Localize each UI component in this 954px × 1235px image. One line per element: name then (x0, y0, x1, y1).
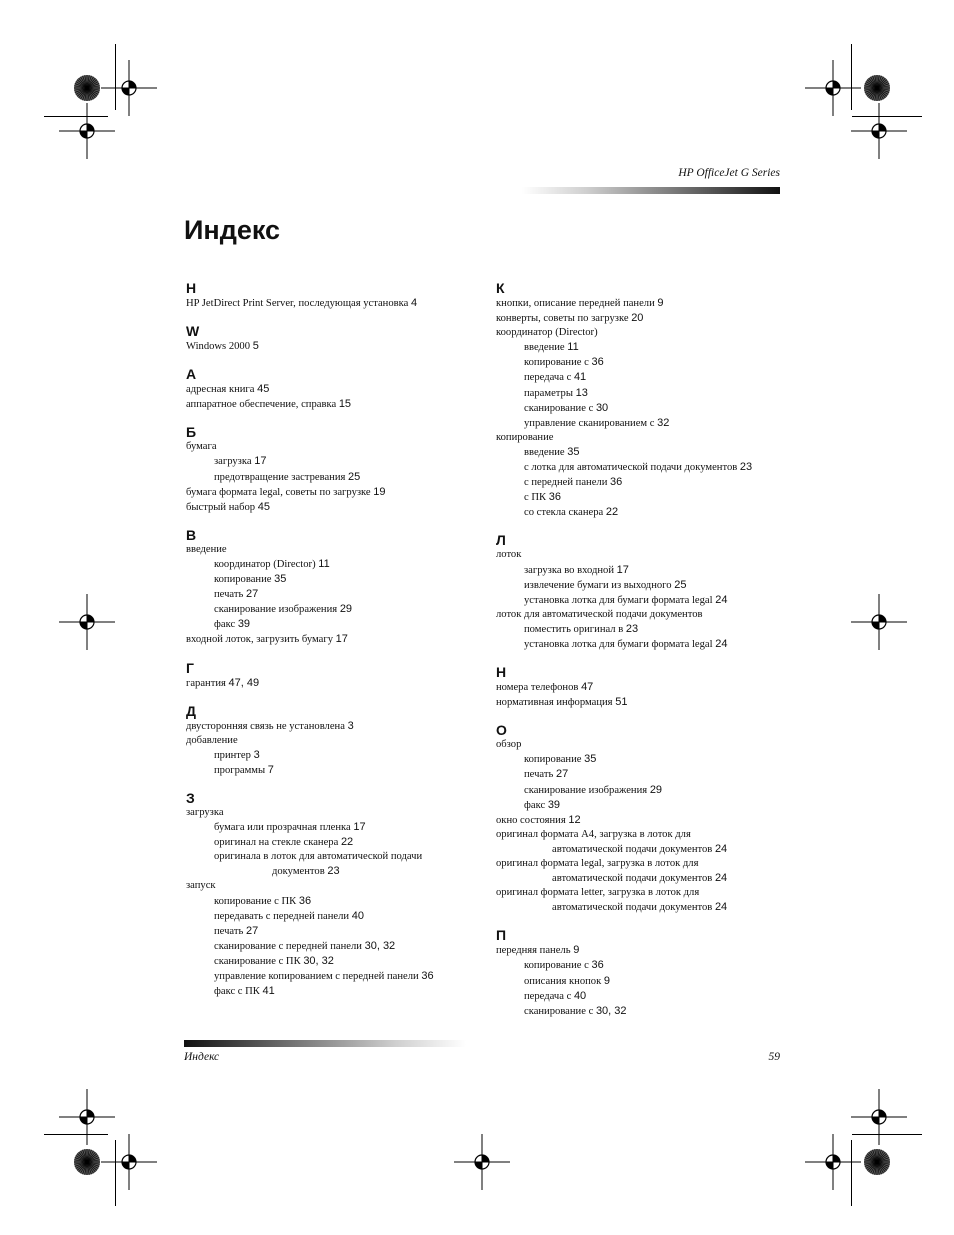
index-entry-page: 45 (257, 383, 270, 396)
index-letter-heading: H (186, 280, 197, 296)
index-entry-term: аппаратное обеспечение, справка (186, 399, 337, 411)
index-entry (186, 954, 486, 969)
index-entry-term: бумага формата legal, советы по загрузке (186, 486, 371, 498)
crop-mark-line (115, 44, 116, 110)
registration-crosshair-icon (59, 103, 115, 159)
index-entry-term: введение (186, 543, 227, 555)
index-section (186, 366, 486, 412)
index-letter-heading: Н (496, 664, 507, 681)
index-section (496, 664, 796, 710)
index-entry (496, 813, 796, 828)
index-entry-term: копирование (496, 431, 554, 443)
index-entry-term: печать (214, 589, 244, 601)
index-section (496, 722, 796, 915)
index-entry-term: с ПК (524, 492, 547, 504)
index-entry-page: 35 (584, 753, 597, 766)
index-entry-term: двусторонняя связь не установлена (186, 720, 345, 732)
index-entry-page: 41 (573, 371, 587, 384)
index-entry (496, 475, 796, 490)
index-letter-heading: О (496, 722, 507, 739)
index-entry-page: 23 (625, 622, 639, 635)
index-column-right (496, 280, 796, 1019)
index-entry (496, 563, 796, 578)
index-entry-term: установка лотка для бумаги формата legal (524, 594, 713, 606)
index-entry (186, 587, 486, 602)
index-entry-page: 9 (603, 974, 611, 987)
page-title: Индекс (184, 215, 281, 245)
index-entry-term: координатор (Director) (496, 327, 598, 339)
index-entry (186, 806, 486, 820)
index-entry (186, 485, 486, 500)
index-entry (186, 397, 486, 412)
index-entry (186, 454, 486, 469)
crop-mark-line (115, 1140, 116, 1206)
registration-starburst-icon (73, 74, 101, 102)
index-entry-term: копирование с (524, 357, 589, 369)
index-entry-page: 24 (715, 637, 728, 650)
index-entry (186, 296, 486, 311)
index-entry-term: документов (272, 866, 325, 878)
index-section (186, 660, 486, 691)
registration-crosshair-icon (851, 1089, 907, 1145)
index-entry-page: 35 (567, 445, 580, 458)
index-entry-page: 11 (318, 557, 330, 570)
index-section (186, 323, 486, 354)
index-entry (496, 767, 796, 782)
index-entry-term: описания кнопок (524, 975, 602, 987)
index-entry-term: окно состояния (496, 814, 566, 826)
index-entry-term: конверты, советы по загрузке (496, 313, 629, 325)
index-entry-term: обзор (496, 739, 522, 751)
index-entry (496, 752, 796, 767)
index-entry (496, 1004, 796, 1019)
index-entry-page: 40 (351, 909, 364, 922)
index-entry-page: 24 (714, 901, 728, 914)
index-entry (496, 900, 796, 915)
index-entry-term: координатор (Director) (214, 558, 316, 570)
index-entry (496, 370, 796, 385)
index-entry (186, 676, 486, 691)
index-entry-page: 20 (631, 312, 644, 325)
index-section (186, 527, 486, 648)
index-entry-term: автоматической подачи документов (552, 843, 713, 855)
index-entry (496, 460, 796, 475)
index-entry-term: извлечение бумаги из выходного (524, 579, 672, 591)
index-column-left (186, 280, 486, 999)
index-entry-term: факс (214, 619, 236, 631)
registration-starburst-icon (863, 1148, 891, 1176)
index-entry-term: сканирование с (524, 402, 594, 414)
index-entry (496, 593, 796, 608)
index-entry (186, 835, 486, 850)
index-entry-term: сканирование изображения (524, 784, 648, 796)
index-entry-term: автоматической подачи документов (552, 873, 713, 885)
index-entry-term: установка лотка для бумаги формата legal (524, 638, 713, 650)
index-entry-term: с передней панели (524, 477, 608, 489)
index-entry-term: оригинал формата А4, загрузка в лоток для (496, 828, 691, 840)
index-entry (186, 617, 486, 632)
index-entry-term: бумага (186, 441, 217, 453)
index-entry-page: 36 (610, 476, 623, 489)
index-entry (186, 820, 486, 835)
index-entry-term: факс с ПК (214, 986, 260, 998)
index-entry (186, 939, 486, 954)
index-section (496, 927, 796, 1018)
index-section (496, 532, 796, 652)
index-entry-term: параметры (524, 387, 573, 399)
index-entry (186, 879, 486, 893)
crop-mark-line (851, 1140, 852, 1206)
index-entry (496, 680, 796, 695)
index-section (186, 280, 486, 311)
index-letter-heading: Г (186, 659, 194, 676)
index-entry-term: с лотка для автоматической подачи документов (524, 462, 738, 474)
index-entry-page: 41 (262, 985, 275, 998)
index-entry-page: 30, 32 (364, 939, 396, 952)
index-entry-page: 36 (298, 894, 312, 907)
crop-mark-line (852, 116, 922, 117)
index-entry-page: 17 (335, 633, 348, 646)
index-entry-term: со стекла сканера (524, 507, 604, 519)
index-entry-term: предотвращение застревания (214, 471, 346, 483)
index-entry-page: 40 (573, 989, 587, 1002)
index-entry (186, 339, 486, 354)
index-entry-page: 25 (348, 470, 361, 483)
index-entry-term: лоток для автоматической подачи документов (496, 608, 703, 620)
index-entry-term: копирование (214, 574, 272, 586)
index-entry (186, 734, 486, 748)
index-entry-term: копирование с (524, 960, 589, 972)
index-letter-heading: W (186, 323, 200, 340)
registration-starburst-icon (73, 1148, 101, 1176)
index-entry-page: 27 (245, 924, 259, 937)
index-entry-term: оригинал формата letter, загрузка в лоток для (496, 887, 700, 899)
footer-rule (184, 1040, 466, 1047)
index-entry-page: 23 (739, 461, 753, 474)
index-entry (186, 500, 486, 515)
index-letter-heading: Л (496, 532, 506, 549)
index-entry (496, 416, 796, 431)
index-entry (186, 864, 486, 879)
index-entry-page: 22 (340, 836, 354, 849)
index-entry-page: 39 (237, 618, 251, 631)
index-entry-page: 30, 32 (595, 1004, 627, 1017)
index-entry (496, 637, 796, 652)
index-entry (186, 632, 486, 647)
index-entry-term: запуск (186, 880, 216, 892)
index-entry (186, 543, 486, 557)
index-entry-term: сканирование с (524, 1005, 594, 1017)
index-entry-term: передача с (524, 990, 572, 1002)
index-entry (496, 695, 796, 710)
index-section (186, 703, 486, 778)
footer-section: Индекс (184, 1051, 220, 1063)
index-entry (496, 505, 796, 520)
index-entry-page: 17 (353, 821, 366, 834)
index-entry (496, 989, 796, 1004)
index-entry-page: 7 (267, 763, 274, 776)
index-entry-term: адресная книга (186, 384, 255, 396)
index-entry (186, 909, 486, 924)
index-entry-term: загрузка во входной (524, 564, 614, 576)
index-entry-page: 13 (575, 386, 588, 399)
index-entry-page: 39 (547, 798, 561, 811)
index-entry (496, 386, 796, 401)
index-section (186, 790, 486, 999)
index-entry-page: 36 (591, 959, 604, 972)
index-entry-term: управление копированием с передней панели (214, 971, 419, 982)
index-entry-page: 23 (327, 865, 340, 878)
index-letter-heading: А (186, 366, 197, 383)
index-letter-heading: З (186, 789, 195, 806)
index-entry (496, 783, 796, 798)
index-entry (496, 622, 796, 637)
index-entry (496, 548, 796, 562)
index-entry-term: оригинала в лоток для автоматической подачи (214, 851, 423, 863)
index-entry-term: печать (524, 769, 554, 781)
index-entry-term: введение (524, 446, 565, 458)
index-section (186, 424, 486, 514)
index-entry-page: 3 (347, 719, 354, 732)
index-entry-page: 22 (605, 506, 619, 519)
index-entry-page: 4 (411, 297, 418, 309)
header-rule (522, 187, 780, 194)
index-entry-term: оригинал на стекле сканера (214, 837, 339, 849)
index-entry-term: оригинал формата legal, загрузка в лоток для (496, 858, 699, 869)
index-entry-term: копирование (524, 754, 582, 766)
index-entry-page: 5 (252, 340, 259, 353)
index-entry-page: 30, 32 (303, 954, 334, 967)
index-entry-page: 19 (373, 485, 386, 498)
index-entry-page: 24 (714, 842, 728, 855)
index-entry-term: копирование с ПК (214, 895, 297, 907)
crop-mark-line (852, 1134, 922, 1135)
index-entry (496, 340, 796, 355)
index-entry-term: введение (524, 342, 565, 354)
index-entry-page: 51 (615, 696, 628, 709)
index-entry-term: передавать с передней панели (214, 910, 350, 922)
index-entry-page: 36 (548, 491, 561, 504)
index-entry-term: гарантия (186, 677, 226, 689)
index-entry-term: загрузка (214, 456, 252, 468)
registration-crosshair-icon (851, 594, 907, 650)
index-entry (496, 490, 796, 505)
index-entry (186, 572, 486, 587)
registration-crosshair-icon (851, 103, 907, 159)
index-entry (496, 943, 796, 958)
index-entry-term: сканирование с ПК (214, 955, 301, 967)
index-entry (496, 857, 796, 871)
index-entry (186, 602, 486, 617)
index-entry-term: добавление (186, 734, 238, 746)
index-section (496, 280, 796, 520)
index-entry-page: 24 (714, 872, 728, 885)
index-entry-term: входной лоток, загрузить бумагу (186, 634, 334, 646)
index-entry-term: управление сканированием с (524, 417, 655, 429)
index-entry (496, 326, 796, 340)
index-entry-term: HP JetDirect Print Server, последующая установка (186, 298, 409, 309)
index-entry (186, 748, 486, 763)
index-entry-page: 3 (253, 748, 260, 761)
index-entry-term: сканирование с передней панели (214, 940, 362, 952)
index-entry-term: бумага или прозрачная пленка (214, 822, 351, 834)
index-letter-heading: Д (186, 702, 196, 719)
index-entry (496, 974, 796, 989)
index-entry (496, 431, 796, 445)
crop-mark-line (851, 44, 852, 110)
running-header: HP OfficeJet G Series (678, 167, 780, 179)
index-entry (186, 763, 486, 778)
index-entry (186, 557, 486, 572)
index-entry-page: 45 (257, 500, 270, 513)
index-entry-page: 24 (715, 593, 728, 606)
index-entry-term: программы (214, 764, 266, 776)
index-entry (496, 842, 796, 857)
index-entry (496, 958, 796, 973)
index-entry (186, 984, 486, 999)
index-entry (186, 894, 486, 909)
index-entry (496, 401, 796, 416)
index-entry-page: 17 (254, 455, 267, 468)
index-entry-page: 35 (274, 573, 287, 586)
index-entry-page: 29 (339, 603, 353, 616)
index-entry-page: 27 (245, 588, 259, 601)
index-entry-page: 17 (616, 563, 629, 576)
registration-crosshair-icon (454, 1134, 510, 1190)
index-entry (186, 850, 486, 864)
crop-mark-line (44, 1134, 108, 1135)
index-entry-term: Windows 2000 (186, 341, 251, 353)
index-entry (186, 969, 486, 984)
index-entry (496, 445, 796, 460)
index-entry-term: лоток (496, 549, 522, 561)
index-entry (186, 924, 486, 939)
index-entry-page: 25 (674, 578, 687, 591)
index-entry-term: кнопки, описание передней панели (496, 298, 655, 309)
index-entry-term: автоматической подачи документов (552, 902, 713, 914)
index-entry (496, 871, 796, 886)
index-entry (496, 296, 796, 311)
index-entry-term: поместить оригинал в (524, 623, 624, 635)
index-entry-term: нормативная информация (496, 697, 613, 709)
index-entry (496, 798, 796, 813)
index-entry-page: 36 (421, 970, 434, 982)
registration-starburst-icon (863, 74, 891, 102)
index-entry-page: 47 (581, 681, 594, 694)
index-entry (496, 738, 796, 752)
index-entry-page: 36 (591, 356, 604, 369)
index-letter-heading: Б (186, 424, 197, 441)
index-entry-page: 27 (555, 768, 569, 781)
index-entry-page: 47, 49 (228, 676, 260, 689)
page-number: 59 (768, 1051, 780, 1063)
index-entry-term: номера телефонов (496, 682, 579, 694)
index-entry (496, 578, 796, 593)
index-entry (496, 886, 796, 900)
index-entry (496, 355, 796, 370)
index-entry-term: передняя панель (496, 945, 571, 957)
index-entry (496, 608, 796, 622)
registration-crosshair-icon (59, 1089, 115, 1145)
index-letter-heading: К (496, 280, 505, 296)
index-entry-term: сканирование изображения (214, 604, 338, 616)
index-entry-term: передача с (524, 372, 572, 384)
index-entry (186, 382, 486, 397)
index-entry-page: 32 (657, 416, 670, 429)
index-entry (496, 311, 796, 326)
index-entry-page: 30 (595, 401, 609, 414)
index-entry-page: 11 (567, 341, 579, 354)
index-entry-page: 15 (338, 398, 352, 411)
index-letter-heading: П (496, 927, 507, 944)
index-entry (496, 828, 796, 842)
index-entry (186, 440, 486, 454)
crop-mark-line (44, 116, 108, 117)
index-letter-heading: В (186, 526, 197, 543)
index-entry-page: 29 (649, 783, 663, 796)
registration-crosshair-icon (59, 594, 115, 650)
index-entry-page: 9 (573, 944, 580, 957)
index-entry-term: быстрый набор (186, 501, 256, 513)
index-entry-term: загрузка (186, 806, 224, 818)
index-entry-page: 12 (568, 813, 581, 826)
index-entry (186, 719, 486, 734)
index-entry-term: печать (214, 925, 244, 937)
index-entry-term: факс (524, 799, 546, 811)
index-entry-page: 9 (657, 297, 664, 309)
index-entry-term: принтер (214, 749, 251, 761)
index-entry (186, 470, 486, 485)
